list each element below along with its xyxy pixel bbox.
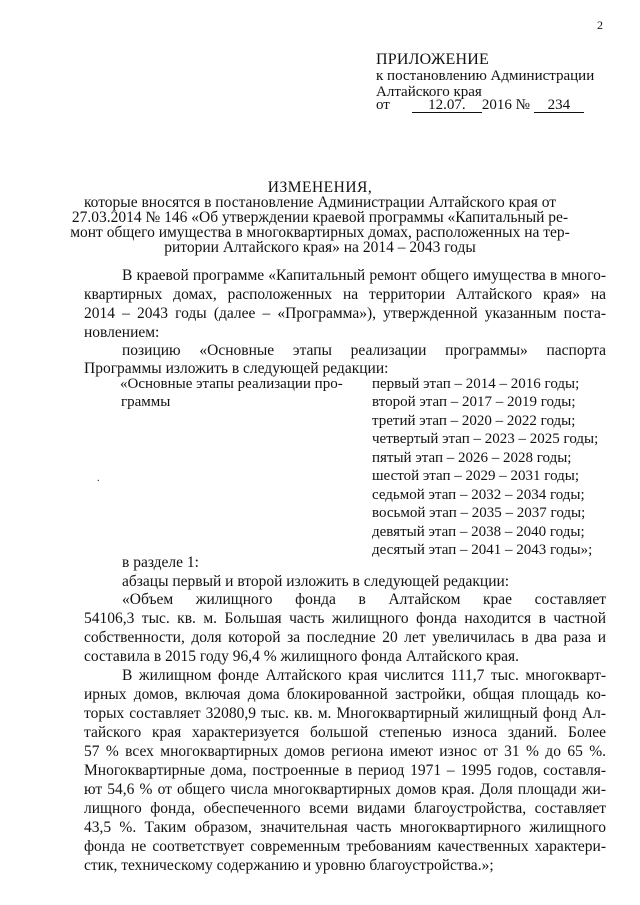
paragraph2-line: ирных домов, включая дома блокированной застройки, общая площадь ко- xyxy=(84,686,606,703)
stages-label: «Основные этапы реализации про- xyxy=(120,376,343,392)
paragraph2-line: торых составляет 32080,9 тыс. кв. м. Многоквартирный жилищный фонд Ал- xyxy=(84,705,606,722)
paragraph1-line: собственности, доля которой за последние 20 лет увеличилась в два раза и xyxy=(84,629,606,646)
year-text: 2016 № xyxy=(481,97,530,113)
decree-number: 234 xyxy=(534,98,584,113)
paragraphs-instruction: абзацы первый и второй изложить в следующей редакции: xyxy=(122,573,510,590)
stage-item: пятый этап – 2026 – 2028 годы; xyxy=(372,450,572,466)
appendix-date-line xyxy=(376,97,584,113)
stage-item: четвертый этап – 2023 – 2025 годы; xyxy=(372,431,599,447)
changes-subtitle-line: которые вносятся в постановление Администрации Алтайского края от xyxy=(83,194,557,211)
paragraph2-line: лищного фонда, обеспеченного всеми видами благоустройства, составляет xyxy=(84,800,606,817)
paragraph2-line: стик, техническому содержанию и уровню благоустройства.»; xyxy=(84,857,494,874)
from-label: от xyxy=(376,97,390,113)
stage-item: восьмой этап – 2035 – 2037 годы; xyxy=(372,505,586,521)
paragraph1-line: составила в 2015 году 96,4 % жилищного фонда Алтайского края. xyxy=(84,648,520,665)
stage-item: седьмой этап – 2032 – 2034 годы; xyxy=(372,487,585,503)
stage-item: девятый этап – 2038 – 2040 годы; xyxy=(372,524,585,540)
stage-item: десятый этап – 2041 – 2043 годы»; xyxy=(372,542,593,558)
appendix-line-1: к постановлению Администрации xyxy=(376,68,595,84)
stage-item: шестой этап – 2029 – 2031 годы; xyxy=(372,468,580,484)
page-number: 2 xyxy=(597,18,603,32)
section-heading: в разделе 1: xyxy=(122,554,199,571)
intro-line: 2014 – 2043 годы (далее – «Программа»), утвержденной указанным поста- xyxy=(84,305,606,322)
position-line: позицию «Основные этапы реализации программы» паспорта xyxy=(122,342,606,359)
scan-speck: . xyxy=(97,473,100,484)
stage-item: первый этап – 2014 – 2016 годы; xyxy=(372,376,580,392)
appendix-line-2: Алтайского края xyxy=(376,84,482,100)
changes-subtitle-line: ритории Алтайского края» на 2014 – 2043 годы xyxy=(164,239,476,256)
paragraph2-line: тайского края характеризуется большой степенью износа зданий. Более xyxy=(84,724,606,741)
intro-line: квартирных домах, расположенных на территории Алтайского края» на xyxy=(84,286,606,303)
paragraph1-line: 54106,3 тыс. кв. м. Большая часть жилищного фонда находится в частной xyxy=(84,610,606,627)
stage-item: второй этап – 2017 – 2019 годы; xyxy=(372,394,576,410)
position-line: Программы изложить в следующей редакции: xyxy=(84,360,389,377)
changes-title: ИЗМЕНЕНИЯ, xyxy=(267,179,373,196)
paragraph2-line: фонда не соответствует современным требованиям качественных характери- xyxy=(84,838,606,855)
intro-line: новлением: xyxy=(84,324,160,341)
changes-subtitle-line: монт общего имущества в многоквартирных домах, расположенных на тер- xyxy=(70,224,570,241)
stage-item: третий этап – 2020 – 2022 годы; xyxy=(372,413,576,429)
paragraph1-line: «Объем жилищного фонда в Алтайском крае составляет xyxy=(122,591,606,608)
paragraph2-line: 43,5 %. Таким образом, значительная часть многоквартирного жилищного xyxy=(84,819,606,836)
paragraph2-line: 57 % всех многоквартирных домов региона имеют износ от 31 % до 65 %. xyxy=(84,743,606,760)
paragraph2-line: В жилищном фонде Алтайского края числится 111,7 тыс. многокварт- xyxy=(122,667,606,684)
appendix-title: ПРИЛОЖЕНИЕ xyxy=(376,51,490,68)
decree-date: 12.07. xyxy=(412,98,482,113)
paragraph2-line: ют 54,6 % от общего числа многоквартирных домов края. Доля площади жи- xyxy=(84,781,606,798)
paragraph2-line: Многоквартирные дома, построенные в период 1971 – 1995 годов, составля- xyxy=(84,762,606,779)
stages-label: граммы xyxy=(121,394,171,410)
intro-line: В краевой программе «Капитальный ремонт общего имущества в много- xyxy=(122,267,606,284)
changes-subtitle-line: 27.03.2014 № 146 «Об утверждении краевой программы «Капитальный ре- xyxy=(71,209,569,226)
